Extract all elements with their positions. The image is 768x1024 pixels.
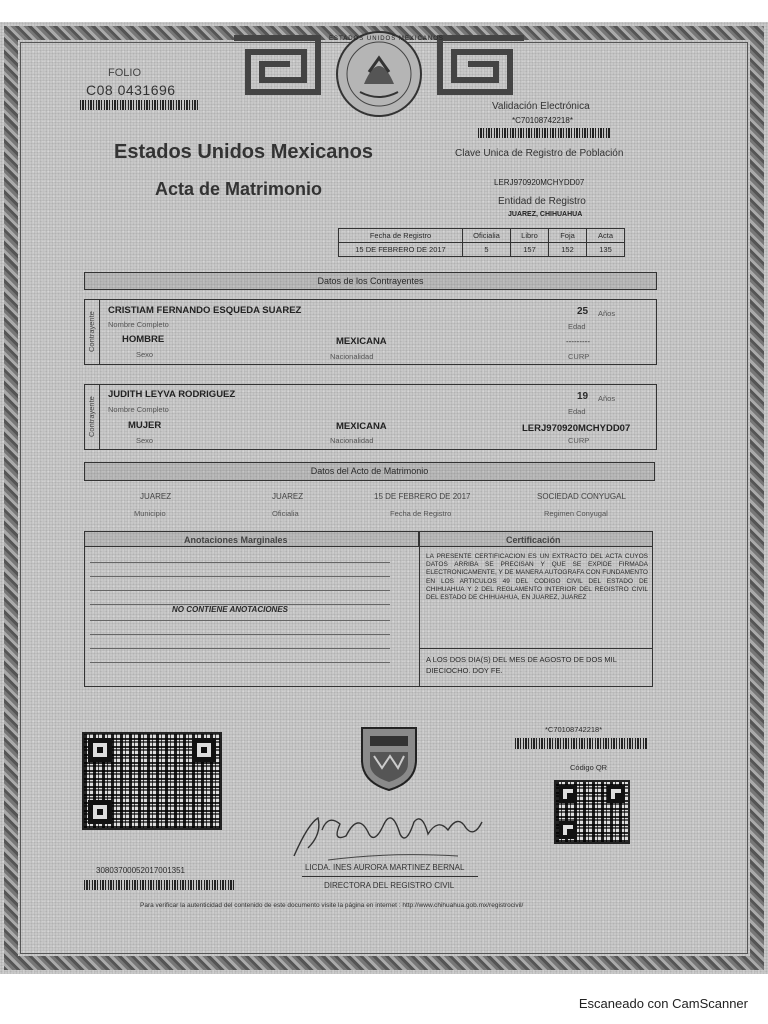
- registry-acta: 135: [587, 243, 625, 257]
- folio-number: C08 0431696: [86, 82, 176, 98]
- folio-barcode: [80, 100, 200, 110]
- contrayente-2-sex: MUJER: [128, 420, 162, 431]
- acto-oficialia: JUAREZ: [272, 492, 304, 501]
- acto-regimen: SOCIEDAD CONYUGAL: [537, 492, 626, 501]
- annotation-line: [90, 562, 390, 563]
- cert-divider: [419, 648, 653, 649]
- state-shield-icon: [358, 722, 420, 792]
- validation-code: *C70108742218*: [512, 116, 573, 125]
- qr-finder: [607, 785, 625, 803]
- document-title: Acta de Matrimonio: [155, 179, 323, 199]
- anotaciones-title: Anotaciones Marginales: [184, 535, 288, 545]
- registry-value-row: [339, 243, 625, 257]
- annotation-line: [90, 590, 390, 591]
- official-name: LICDA. INES AURORA MARTINEZ BERNAL: [305, 863, 465, 872]
- registry-libro: 157: [511, 243, 549, 257]
- contrayente-1-curp-label: CURP: [568, 352, 590, 361]
- acto-municipio-label: Municipio: [134, 509, 166, 518]
- marriage-certificate: [0, 22, 768, 974]
- registry-date: 15 DE FEBRERO DE 2017: [339, 243, 463, 257]
- qr-label: Código QR: [570, 763, 608, 772]
- contrayente-2-name: JUDITH LEYVA RODRIGUEZ: [108, 389, 236, 400]
- qr-finder: [192, 738, 216, 762]
- certificacion-text: LA PRESENTE CERTIFICACION ES UN EXTRACTO DEL ACTA CUYOS DATOS ARRIBA SE PRECISAN Y QUE SE EXPIDE FIRMADA ELECTRONICAMENTE, Y DE MANERA AUTOGRAFA CON FUNDAMENTO EN LOS ARTICULOS 49 DEL CODIGO CIVIL DEL ESTADO DE CHIHUAHUA Y 2 DEL REGLAMENTO INTERIOR DEL REGISTRO CIVIL DEL ESTADO DE CHIHUAHUA, EN JUAREZ, JUAREZ: [426, 553, 648, 602]
- qr-finder: [559, 821, 577, 839]
- curp-label: Clave Unica de Registro de Población: [455, 148, 624, 159]
- contrayente-2-nationality: MEXICANA: [336, 421, 387, 432]
- contrayente-1-nationality-label: Nacionalidad: [330, 352, 374, 361]
- contrayente-1-age-unit: Años: [598, 309, 616, 318]
- anotaciones-content: NO CONTIENE ANOTACIONES: [172, 605, 289, 614]
- annotation-line: [90, 620, 390, 621]
- qr-number: 30803700052017001351: [96, 866, 185, 875]
- contrayente-1-name: CRISTIAM FERNANDO ESQUEDA SUAREZ: [108, 305, 302, 316]
- contrayentes-header: Datos de los Contrayentes: [84, 272, 657, 290]
- right-validation-code: *C70108742218*: [545, 725, 603, 734]
- qr-code-left: [82, 732, 222, 830]
- annotation-line: [90, 634, 390, 635]
- contrayente-2-curp-label: CURP: [568, 436, 590, 445]
- contrayente-2-name-label: Nombre Completo: [108, 405, 169, 414]
- contrayente-1-age-label: Edad: [568, 322, 586, 331]
- greek-fret-left: [232, 32, 324, 102]
- contrayente-1-side-label: Contrayente: [87, 311, 96, 353]
- contrayente-1-sex-label: Sexo: [136, 350, 154, 359]
- qr-finder: [559, 785, 577, 803]
- seal-text: ESTADOS UNIDOS MEXICANOS: [329, 36, 444, 42]
- right-barcode: [515, 738, 647, 749]
- registry-header: Fecha de Registro: [339, 229, 463, 243]
- bottom-barcode: [84, 880, 234, 890]
- registry-header: Libro: [511, 229, 549, 243]
- contrayente-1-name-label: Nombre Completo: [108, 320, 169, 329]
- contrayente-1-curp: ---------: [566, 337, 590, 346]
- column-divider: [419, 531, 420, 687]
- entity-value: JUAREZ, CHIHUAHUA: [508, 211, 583, 218]
- registry-header: Foja: [549, 229, 587, 243]
- signature: [288, 794, 488, 864]
- folio-label: FOLIO: [108, 67, 142, 79]
- acto-header: Datos del Acto de Matrimonio: [84, 462, 655, 481]
- entity-label: Entidad de Registro: [498, 196, 586, 207]
- annotation-line: [90, 662, 390, 663]
- qr-code-right: [554, 780, 630, 844]
- registry-header: Oficialia: [463, 229, 511, 243]
- contrayente-2-sex-label: Sexo: [136, 436, 154, 445]
- contrayente-1-sex: HOMBRE: [122, 334, 165, 345]
- country-title: Estados Unidos Mexicanos: [114, 141, 373, 163]
- acto-fecha-label: Fecha de Registro: [390, 509, 452, 518]
- contrayente-2-age-label: Edad: [568, 407, 586, 416]
- contrayente-2-curp: LERJ970920MCHYDD07: [522, 423, 631, 434]
- verify-text: Para verificar la autenticidad del contenido de este documento visite la página en internet : http://www.chihuahua.gob.mx/registrocivil/: [140, 902, 524, 909]
- contrayente-2-nationality-label: Nacionalidad: [330, 436, 374, 445]
- annotation-line: [90, 648, 390, 649]
- validation-label: Validación Electrónica: [492, 101, 590, 112]
- certificacion-title: Certificación: [506, 535, 561, 545]
- acto-municipio: JUAREZ: [140, 492, 172, 501]
- certificacion-date: A LOS DOS DIA(S) DEL MES DE AGOSTO DE DOS MIL DIECIOCHO. DOY FE.: [426, 655, 617, 675]
- contrayente-2-age-unit: Años: [598, 394, 616, 403]
- signature-line: [302, 876, 478, 877]
- contrayente-1-age: 25: [577, 306, 589, 317]
- acto-fecha: 15 DE FEBRERO DE 2017: [374, 492, 471, 501]
- annotation-line: [90, 576, 390, 577]
- contrayente-2-side-label: Contrayente: [87, 396, 96, 438]
- registry-foja: 152: [549, 243, 587, 257]
- registry-oficialia: 5: [463, 243, 511, 257]
- contrayente-1-nationality: MEXICANA: [336, 336, 387, 347]
- official-title: DIRECTORA DEL REGISTRO CIVIL: [324, 881, 455, 890]
- contrayente-2-age: 19: [577, 391, 589, 402]
- curp-value: LERJ970920MCHYDD07: [494, 178, 585, 187]
- qr-finder: [88, 800, 112, 824]
- qr-finder: [88, 738, 112, 762]
- acto-regimen-label: Regimen Conyugal: [544, 509, 608, 518]
- greek-fret-right: [434, 32, 526, 102]
- validation-barcode: [478, 128, 610, 138]
- registry-header: Acta: [587, 229, 625, 243]
- scanner-watermark: Escaneado con CamScanner: [578, 996, 748, 1011]
- registry-table: [338, 228, 625, 257]
- registry-header-row: [339, 229, 625, 243]
- acto-oficialia-label: Oficialia: [272, 509, 299, 518]
